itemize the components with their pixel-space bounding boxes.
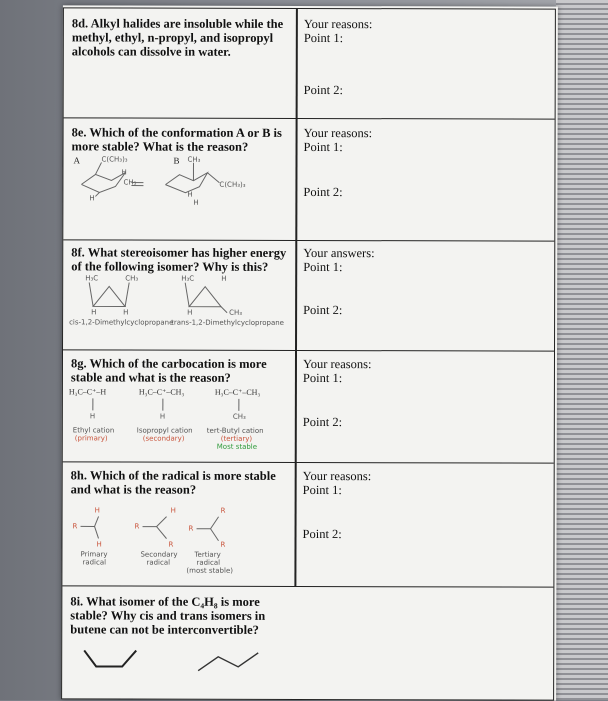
question-8e: 8e. Which of the conformation A or B is more stable? What is the reason? [72,125,292,154]
substituent-label: R [189,525,194,533]
row-8e [63,118,554,241]
substituent-label: R [135,523,140,531]
substituent-label: H [123,309,128,317]
tert-butyl-cation-formula: H₃C–C⁺–CH₃ [215,388,261,397]
substituent-label: CH₃ [229,309,242,317]
cis-caption: cis-1,2-Dimethylcyclopropane [69,318,173,326]
butene-isomers-figure [78,642,288,683]
answers-label-8f: Your answers: [303,246,374,260]
trans-ring [189,287,221,307]
reasons-label-8e: Your reasons: [304,126,373,140]
secondary-radical-desc: radical [146,559,170,567]
substituent-label: H [221,275,226,283]
answer-table [61,7,556,700]
point2-label-8f: Point 2: [303,303,342,318]
substituent-label: C(CH₃)₃ [219,181,245,189]
isopropyl-cation-type: (secondary) [143,435,185,443]
primary-radical-desc: radical [82,558,106,566]
substituent-label: R [168,541,173,549]
substituent-label: H [96,540,101,548]
primary-radical-name: Primary [80,550,107,558]
reasons-label-8g: Your reasons: [303,357,372,371]
substituent-label: CH₃ [233,413,246,421]
substituent-label: H [160,413,165,421]
cis-butene-structure [84,650,136,666]
question-8h: 8h. Which of the radical is more stable and what is the reason? [71,468,291,497]
point1-label-8e: Point 1: [304,140,343,154]
substituent-label: H [187,191,192,199]
trans-butene-structure [198,653,258,671]
point2-label-8h: Point 2: [303,527,342,542]
question-8d: 8d. Alkyl halides are insoluble while the methyl, ethyl, n-propyl, and isopropyl alcohols can dissolve in water. [72,16,292,59]
substituent-label: H [121,169,126,177]
carbocation-figure [65,384,293,461]
ethyl-cation-formula: H₃C–C⁺–H [69,387,106,396]
ethyl-cation-name: Ethyl cation [73,426,114,434]
radical-figure [66,502,290,585]
cis-ring [93,286,125,306]
point1-label-8d: Point 1: [304,31,343,45]
tert-butyl-cation-type: (tertiary) [221,435,253,443]
row-8f [63,240,554,351]
substituent-label: R [220,541,225,549]
row-8i [62,586,553,699]
question-8g: 8g. Which of the carbocation is more stable and what is the reason? [71,356,291,385]
point2-label-8g: Point 2: [303,415,342,430]
reasons-label-8d: Your reasons: [304,17,373,31]
point1-label-8f: Point 1: [303,260,342,274]
dimethylcyclopropane-figure [63,272,293,329]
label-b: B [173,156,179,166]
point1-label-8g: Point 1: [303,371,342,385]
trans-caption: trans-1,2-Dimethylcyclopropane [171,319,284,327]
isopropyl-cation-formula: H₃C–C⁺–CH₃ [139,388,185,397]
substituent-label: H [90,412,95,420]
substituent-label: R [73,522,78,530]
substituent-label: H₃C [181,275,194,283]
substituent-label: H [91,308,96,316]
substituent-label: R [221,507,226,515]
point1-label-8h: Point 1: [303,483,342,497]
tertiary-radical-name: Tertiary [193,551,220,559]
point2-label-8d: Point 2: [304,83,343,98]
most-stable-note: Most stable [217,443,257,451]
label-a: A [73,155,80,165]
row-8g [63,350,554,463]
substituent-label: H [171,507,176,515]
row-8h [62,462,553,587]
substituent-label: CH₃ [125,275,138,283]
isopropyl-cation-name: Isopropyl cation [137,427,193,435]
substituent-label: CH₃ [123,179,136,187]
cyclohexane-conformations-figure [69,152,289,213]
question-8f: 8f. What stereoisomer has higher energy of the following isomer? Why is this? [71,245,291,274]
substituent-label: H [187,309,192,317]
substituent-label: H [193,199,198,207]
row-8d [64,8,555,119]
substituent-label: C(CH₃)₃ [101,155,127,163]
tert-butyl-cation-name: tert-Butyl cation [207,427,264,435]
question-8i: 8i. What isomer of the C₄H₈ is more stable? Why cis and trans isomers in butene can not be interconvertible? [70,594,290,637]
point2-label-8e: Point 2: [303,185,342,200]
tertiary-radical-desc: radical [196,559,220,567]
secondary-radical-name: Secondary [140,551,177,559]
substituent-label: H [95,506,100,514]
substituent-label: H₃C [85,274,98,282]
ethyl-cation-type: (primary) [75,434,108,442]
most-stable-note: (most stable) [186,567,233,575]
worksheet-page [61,5,558,700]
reasons-label-8h: Your reasons: [303,469,372,483]
chair-a-ring [81,172,125,192]
substituent-label: CH₃ [187,156,200,164]
notebook-binding [556,0,608,700]
substituent-label: H [89,194,94,202]
